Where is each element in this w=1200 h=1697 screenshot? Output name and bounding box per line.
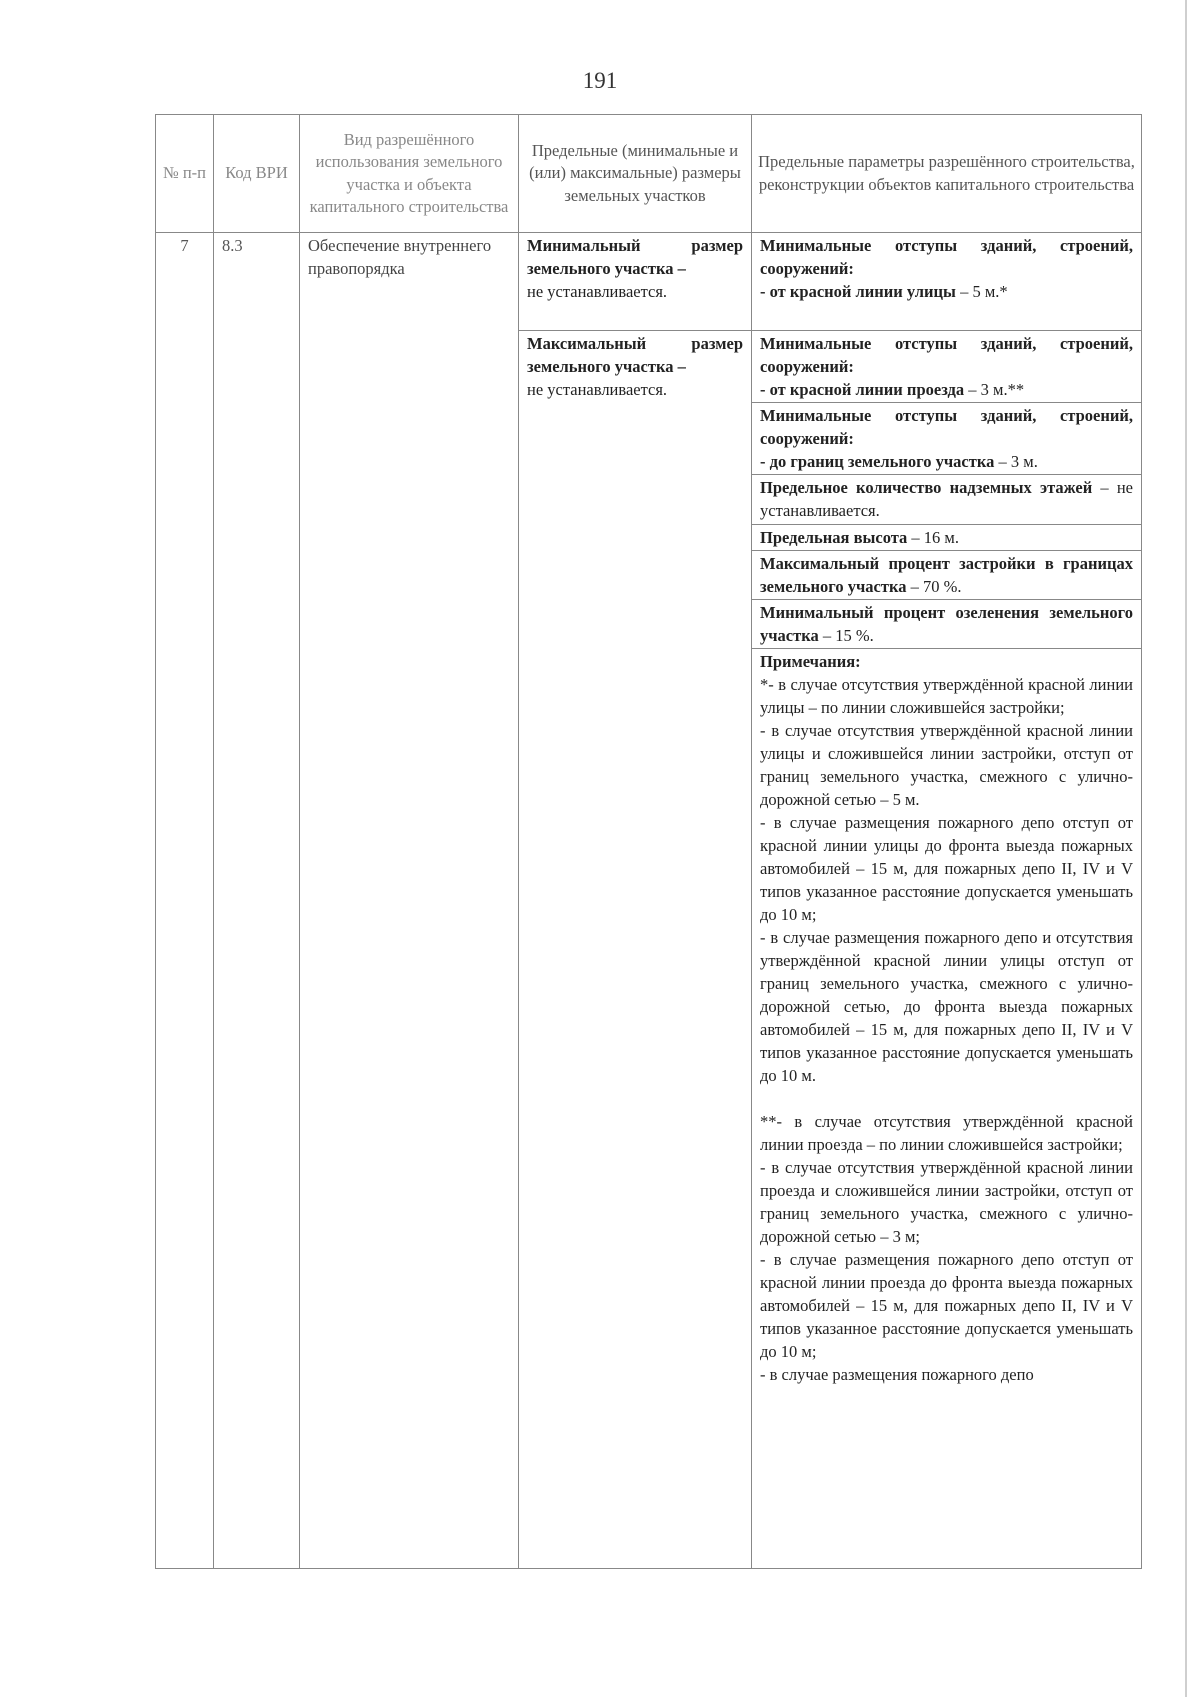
min-plot-size-cell: [519, 233, 752, 331]
param-lead: Минимальный процент озеленения земельного участка: [760, 603, 1133, 645]
param-value: – не устанавливается.: [760, 478, 1133, 520]
param-value: – 3 м.: [994, 452, 1038, 471]
param-cell: [752, 403, 1142, 475]
param-lead: Предельное количество надземных этажей: [760, 478, 1093, 497]
scan-edge-line: [1185, 0, 1187, 1697]
header-use-kind: Вид разрешённого использования земельного участка и объекта капитального строительства: [300, 115, 519, 233]
regulations-table: [155, 114, 1142, 1569]
param-value: – 5 м.*: [955, 282, 1008, 301]
page-number: 191: [582, 68, 618, 93]
note-paragraph: - в случае размещения пожарного депо отступ от красной линии проезда до фронта выезда пожарных автомобилей – 15 м, для пожарных депо II, IV и V типов указанное расстояние допускается уменьшать до 10 м;: [760, 1250, 1133, 1361]
param-cell: [752, 600, 1142, 649]
note-paragraph: - в случае отсутствия утверждённой красной линии улицы и сложившейся линии застройки, отступ от границ земельного участка, смежного с улично-дорожной сетью – 5 м.: [760, 721, 1133, 809]
param-cell: [752, 233, 1142, 331]
param-lead: Минимальные отступы зданий, строений, сооружений:: [760, 334, 1133, 376]
param-cell: [752, 525, 1142, 551]
min-plot-size-title: Минимальный размер земельного участка –: [527, 236, 743, 278]
max-plot-size-cell: [519, 331, 752, 1569]
param-cell: [752, 475, 1142, 525]
note-paragraph: **- в случае отсутствия утверждённой красной линии проезда – по линии сложившейся застройки;: [760, 1112, 1133, 1154]
notes-title: Примечания:: [760, 652, 861, 671]
param-lead: Предельная высота: [760, 528, 908, 547]
row-number: 7: [156, 233, 214, 1569]
header-plot-sizes: Предельные (минимальные и (или) максимальные) размеры земельных участков: [519, 115, 752, 233]
note-paragraph: - в случае размещения пожарного депо отступ от красной линии улицы до фронта выезда пожарных автомобилей – 15 м, для пожарных депо II, IV и V типов указанное расстояние допускается уменьшать до 10 м;: [760, 813, 1133, 924]
notes-cell: [752, 649, 1142, 1569]
row-use-kind: Обеспечение внутреннего правопорядка: [300, 233, 519, 1569]
max-plot-size-title: Максимальный размер земельного участка –: [527, 334, 743, 376]
max-plot-size-value: не устанавливается.: [527, 380, 668, 399]
param-line: - от красной линии проезда: [760, 380, 965, 399]
param-cell: [752, 551, 1142, 600]
header-number: № п-п: [156, 115, 214, 233]
row-code: 8.3: [214, 233, 300, 1569]
table-row: [156, 233, 1142, 331]
note-paragraph: - в случае размещения пожарного депо и отсутствия утверждённой красной линии улицы отступ от границ земельного участка, смежного с улично-дорожной сетью, до фронта выезда пожарных автомобилей – 15 м, для пожарных депо II, IV и V типов указанное расстояние допускается уменьшать до 10 м.: [760, 928, 1133, 1085]
notes-spacer: [760, 1087, 1133, 1110]
note-paragraph: - в случае размещения пожарного депо: [760, 1365, 1034, 1384]
header-build-params: Предельные параметры разрешённого строительства, реконструкции объектов капитального строительства: [752, 115, 1142, 233]
table-header-row: [156, 115, 1142, 233]
param-value: – 16 м.: [907, 528, 959, 547]
param-value: – 15 %.: [818, 626, 874, 645]
note-paragraph: - в случае отсутствия утверждённой красной линии проезда и сложившейся линии застройки, отступ от границ земельного участка, смежного с улично-дорожной сетью – 3 м;: [760, 1158, 1133, 1246]
param-lead: Минимальные отступы зданий, строений, сооружений:: [760, 406, 1133, 448]
param-cell: [752, 331, 1142, 403]
min-plot-size-value: не устанавливается.: [527, 282, 668, 301]
header-code: Код ВРИ: [214, 115, 300, 233]
param-lead: Максимальный процент застройки в границах земельного участка: [760, 554, 1133, 596]
param-lead: Минимальные отступы зданий, строений, сооружений:: [760, 236, 1133, 278]
param-value: – 70 %.: [906, 577, 962, 596]
note-paragraph: *- в случае отсутствия утверждённой красной линии улицы – по линии сложившейся застройки;: [760, 675, 1133, 717]
param-value: – 3 м.**: [964, 380, 1025, 399]
param-line: - от красной линии улицы: [760, 282, 956, 301]
param-line: - до границ земельного участка: [760, 452, 995, 471]
